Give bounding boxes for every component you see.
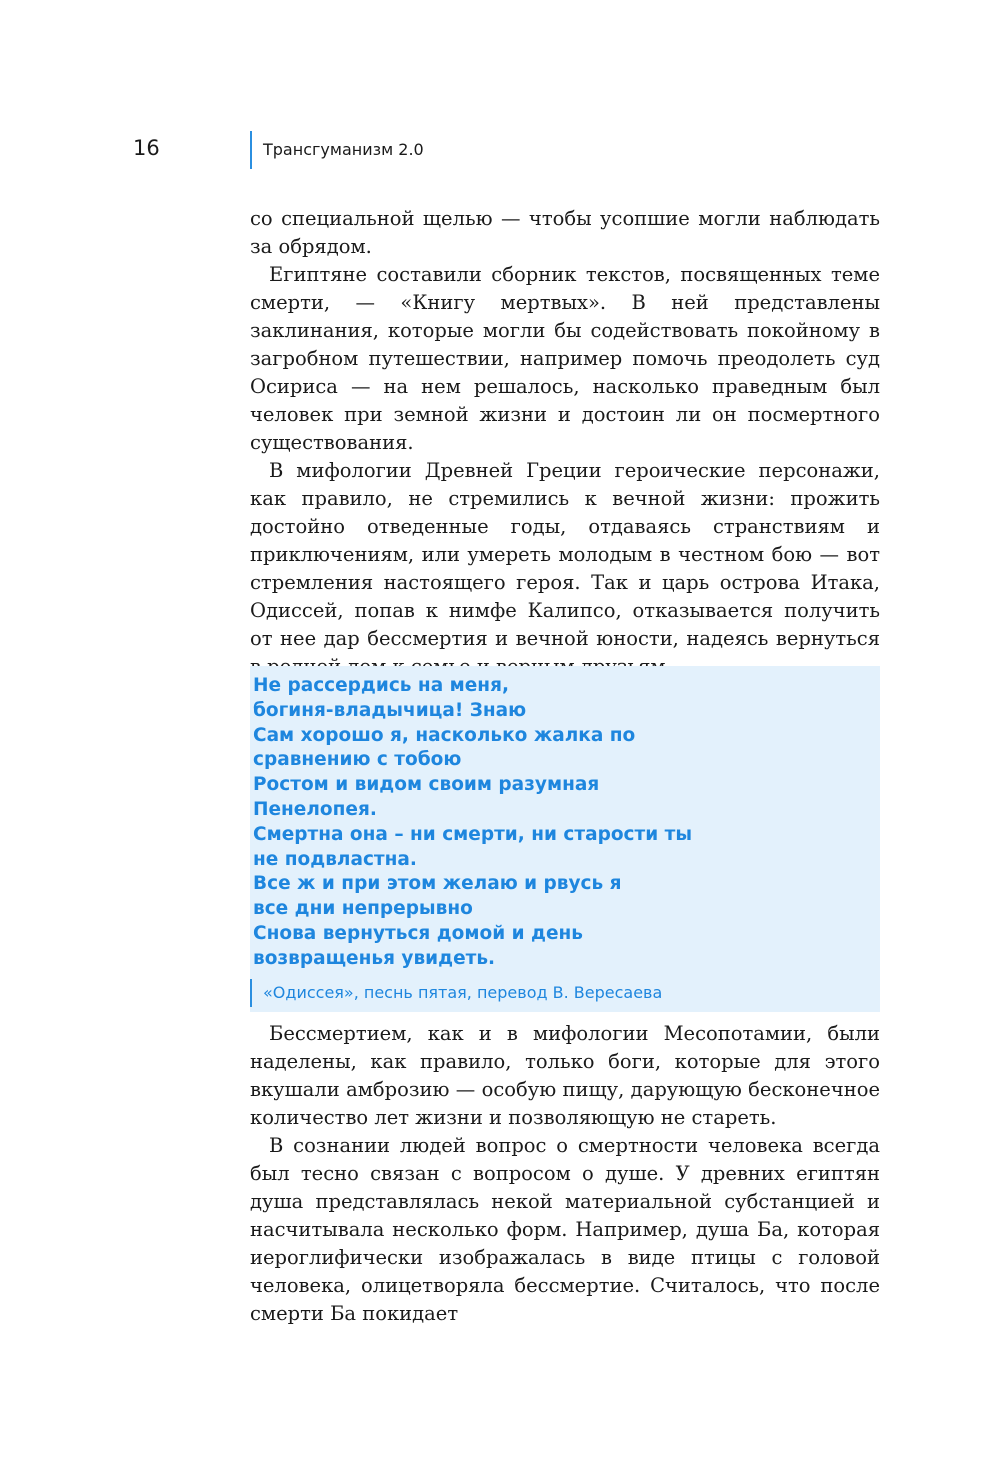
verse-line: богиня-владычица! Знаю <box>253 699 527 721</box>
verse-line: Все ж и при этом желаю и рвусь я <box>253 873 622 895</box>
quote-block <box>250 666 880 1012</box>
main-text-top <box>250 205 880 681</box>
header-divider <box>250 131 252 169</box>
page-number: 16 <box>133 136 160 160</box>
paragraph-greek-mythology: В мифологии Древней Греции героические персонажи, как правило, не стремились к вечной жизни: прожить достойно отведенные годы, отдаваясь странствиям и приключениям, или умереть молодым в честном бою — вот стремления настоящего героя. Так и царь острова Итака, Одиссей, попав к нимфе Калипсо, отказывается получить от нее дар бессмертия и вечной юности, надеясь вернуться <box>250 459 880 650</box>
paragraph-ambrosia: Бессмертием, как и в мифологии Месопотамии, были наделены, как правило, только боги, которые для этого вкушали амброзию — особую пищу, дарующую бесконечное количество лет жизни и позволяющую не стареть. <box>250 1022 880 1129</box>
verse-line: все дни непрерывно <box>253 898 473 920</box>
verse-line: Ростом и видом своим разумная <box>253 774 600 796</box>
verse <box>253 674 873 972</box>
verse-line: Не рассердись на меня, <box>253 675 509 696</box>
quote-source: «Одиссея», песнь пятая, перевод В. Вересаева <box>250 979 662 1007</box>
verse-line: Пенелопея. <box>253 798 377 820</box>
verse-line: не подвластна. <box>253 848 417 870</box>
main-text-bottom <box>250 1020 880 1328</box>
verse-line: Снова вернуться домой и день <box>253 922 584 944</box>
verse-line: Сам хорошо я, насколько жалка по <box>253 724 636 746</box>
verse-line: возвращенья увидеть. <box>253 947 496 969</box>
verse-line: Смертна она – ни смерти, ни старости ты <box>253 823 693 845</box>
running-title: Трансгуманизм 2.0 <box>263 140 424 159</box>
verse-line: сравнению с тобою <box>253 749 462 771</box>
paragraph-continuation: со специальной щелью — чтобы усопшие могли наблюдать за обрядом. <box>250 207 880 258</box>
paragraph-soul: В сознании людей вопрос о смертности человека всегда был тесно связан с вопросом о душе. У древних египтян душа представлялась некой материальной субстанцией и насчитывала несколько форм. Например, душа Ба, которая иероглифически изображалась в виде птицы с головой человека, олицетворяла бессмертие. Считалось, что после смерти Ба покидает <box>250 1134 880 1325</box>
paragraph-book-of-dead: Египтяне составили сборник текстов, посвященных теме смерти, — «Книгу мертвых». В ней представлены заклинания, которые могли бы содействовать покойному в загробном путешествии, например помочь преодолеть суд Осириса — на нем решалось, насколько праведным был человек при земной жизни и достоин ли он посмертного существования. <box>250 263 880 454</box>
